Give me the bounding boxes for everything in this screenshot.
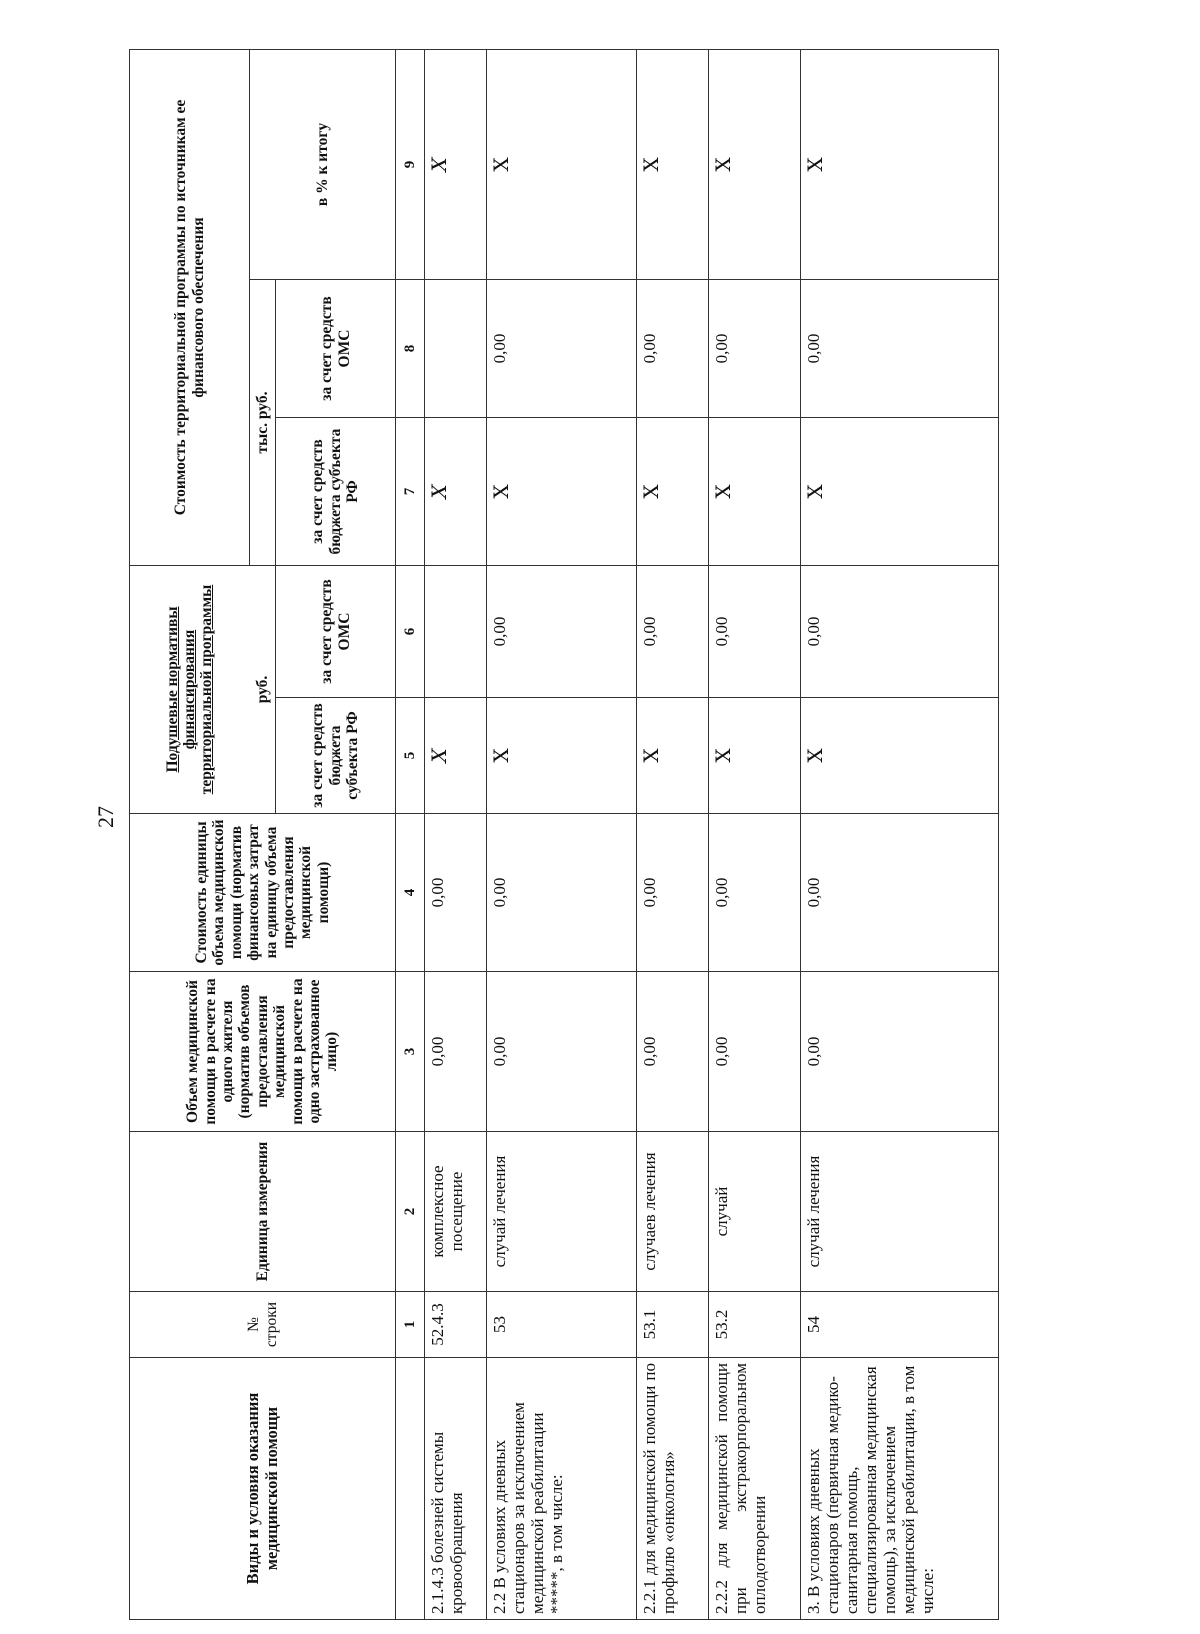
row-name: 2.1.4.3 болезней системы кровообращения <box>425 1358 487 1620</box>
row-c9: X <box>637 50 709 280</box>
row-c9: X <box>801 50 999 280</box>
header-col1: № строки <box>130 1292 396 1358</box>
group-a-title: Подушевые нормативы финансирования территориальной программы <box>163 584 216 795</box>
row-volume: 0,00 <box>487 972 637 1132</box>
column-number-row <box>396 50 425 1620</box>
row-c5: X <box>425 698 487 814</box>
row-c6: 0,00 <box>637 566 709 698</box>
col-number: 4 <box>396 814 425 972</box>
row-c6: 0,00 <box>801 566 999 698</box>
row-c9: X <box>709 50 801 280</box>
page-number: 27 <box>93 806 118 828</box>
row-c6 <box>425 566 487 698</box>
col-number: 8 <box>396 280 425 418</box>
row-number: 54 <box>801 1292 999 1358</box>
header-col2: Единица измерения <box>130 1132 396 1292</box>
row-c7: X <box>709 418 801 566</box>
row-c5: X <box>487 698 637 814</box>
row-volume: 0,00 <box>709 972 801 1132</box>
row-volume: 0,00 <box>425 972 487 1132</box>
header-group-a-unit: руб. <box>250 566 276 814</box>
col-number: 3 <box>396 972 425 1132</box>
row-volume: 0,00 <box>801 972 999 1132</box>
row-number: 52.4.3 <box>425 1292 487 1358</box>
col-number: 9 <box>396 50 425 280</box>
header-col6: за счет средств ОМС <box>276 566 396 698</box>
header-group-b-unit: тыс. руб. <box>250 280 276 566</box>
header-col8: за счет средств ОМС <box>276 280 396 418</box>
row-unit: случай лечения <box>487 1132 637 1292</box>
row-name: 2.2 В условиях дневных стационаров за исключением медицинской реабилитации *****, в том числе: <box>487 1358 637 1620</box>
row-name: 3. В условиях дневных стационаров (первичная медико-санитарная помощь, специализированная медицинская помощь), за исключением медицинской реабилитации, в том числе: <box>801 1358 999 1620</box>
row-c7: X <box>637 418 709 566</box>
row-unit: случай <box>709 1132 801 1292</box>
row-c8: 0,00 <box>637 280 709 418</box>
row-c9: X <box>425 50 487 280</box>
row-unit: комплексное посещение <box>425 1132 487 1292</box>
header-col9: в % к итогу <box>250 50 396 280</box>
header-col0: Виды и условия оказания медицинской помощи <box>130 1358 396 1620</box>
col-number-blank <box>396 1358 425 1620</box>
col-number: 5 <box>396 698 425 814</box>
row-name: 2.2.2 для медицинской помощи при экстракорпоральном оплодотворении <box>709 1358 801 1620</box>
row-c8: 0,00 <box>801 280 999 418</box>
col-number: 6 <box>396 566 425 698</box>
row-c5: X <box>801 698 999 814</box>
row-c7: X <box>801 418 999 566</box>
header-group-b: Стоимость территориальной программы по источникам ее финансового обеспечения <box>130 50 250 566</box>
row-c9: X <box>487 50 637 280</box>
col-number: 7 <box>396 418 425 566</box>
col-number: 2 <box>396 1132 425 1292</box>
header-col7: за счет средств бюджета субъекта РФ <box>276 418 396 566</box>
row-number: 53.2 <box>709 1292 801 1358</box>
row-c8: 0,00 <box>487 280 637 418</box>
header-col5: за счет средств бюджета субъекта РФ <box>276 698 396 814</box>
col-number: 1 <box>396 1292 425 1358</box>
row-c5: X <box>709 698 801 814</box>
row-unit-cost: 0,00 <box>425 814 487 972</box>
header-col4: Стоимость единицы объема медицинской помощи (норматив финансовых затрат на единицу объема предоставления медицинской помощи) <box>130 814 396 972</box>
table-row <box>487 50 637 1620</box>
financing-table <box>129 49 999 1620</box>
table-row <box>801 50 999 1620</box>
row-number: 53.1 <box>637 1292 709 1358</box>
row-c5: X <box>637 698 709 814</box>
table-row <box>709 50 801 1620</box>
row-c7: X <box>487 418 637 566</box>
row-unit-cost: 0,00 <box>801 814 999 972</box>
table-container <box>129 50 1200 1614</box>
row-c8: 0,00 <box>709 280 801 418</box>
header-col3: Объем медицинской помощи в расчете на одного жителя (норматив объемов предоставления медицинской помощи в расчете на одно застрахованное лицо) <box>130 972 396 1132</box>
row-c7: X <box>425 418 487 566</box>
row-unit: случай лечения <box>801 1132 999 1292</box>
row-c8 <box>425 280 487 418</box>
row-name: 2.2.1 для медицинской помощи по профилю «онкология» <box>637 1358 709 1620</box>
row-unit-cost: 0,00 <box>487 814 637 972</box>
table-row <box>425 50 487 1620</box>
row-volume: 0,00 <box>637 972 709 1132</box>
header-row-1 <box>130 50 250 1620</box>
row-c6: 0,00 <box>709 566 801 698</box>
row-unit-cost: 0,00 <box>637 814 709 972</box>
row-unit: случаев лечения <box>637 1132 709 1292</box>
row-unit-cost: 0,00 <box>709 814 801 972</box>
header-group-a <box>130 566 250 814</box>
row-number: 53 <box>487 1292 637 1358</box>
table-row <box>637 50 709 1620</box>
row-c6: 0,00 <box>487 566 637 698</box>
